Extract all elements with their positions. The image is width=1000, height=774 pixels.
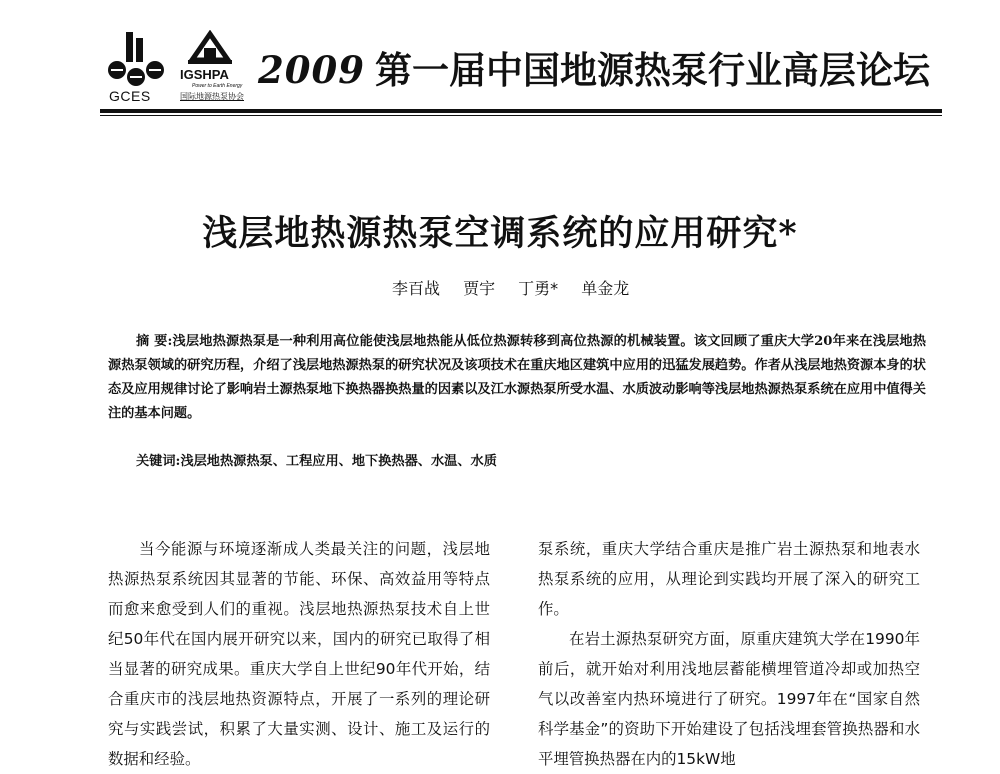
conference-name: 第一届中国地源热泵行业高层论坛 [374, 48, 930, 92]
gces-logo [105, 30, 167, 102]
body-paragraph: 泵系统，重庆大学结合重庆是推广岩土源热泵和地表水热泵系统的应用，从理论到实践均开展了深入的研究工作。 [538, 540, 920, 618]
body-column-left [108, 534, 490, 774]
abstract-text: 浅层地热源热泵是一种利用高位能使浅层地热能从低位热源转移到高位热源的机械装置。该文回顾了重庆大学20年来在浅层地热源热泵领域的研究历程，介绍了浅层地热源热泵的研究状况及该项技术在重庆地区建筑中应用的迅猛发展趋势。作者从浅层地热资源本身的状态及应用规律讨论了影响岩土源热泵地下换热器换热量的因素以及江水源热泵所受水温、水质波动影响等浅层地热源热泵系统在应用中值得关注的基本问题。 [108, 334, 926, 421]
page-header [0, 0, 1000, 120]
igshpa-logo [180, 30, 244, 102]
header-rule-thin [100, 115, 942, 116]
igshpa-logo-cn-name: 国际地源热泵协会 [180, 92, 244, 101]
abstract-label: 摘 要: [136, 334, 173, 349]
igshpa-logo-tagline: Power to Earth Energy [192, 83, 243, 89]
body-paragraph: 在岩土源热泵研究方面，原重庆建筑大学在1990年前后，就开始对利用浅地层蓄能横埋管道冷却或加热空气以改善室内热环境进行了研究。1997年在“国家自然科学基金”的资助下开始建设了包括浅埋套管换热器和水平埋管换热器在内的15kW地 [538, 630, 920, 768]
gces-logo-text: GCES [109, 88, 151, 104]
conference-title [258, 40, 930, 94]
body-column-right [538, 534, 920, 774]
body-paragraph: 当今能源与环境逐渐成人类最关注的问题，浅层地热源热泵系统因其显著的节能、环保、高效益用等特点而愈来愈受到人们的重视。浅层地热源热泵技术自上世纪50年代在国内展开研究以来，国内的研究已取得了相当显著的研究成果。重庆大学自上世纪90年代开始，结合重庆市的浅层地热资源特点，开展了一系列的理论研究与实践尝试，积累了大量实测、设计、施工及运行的数据和经验。 [108, 540, 490, 768]
conference-year: 2009 [258, 48, 365, 92]
keywords-label: 关键词: [136, 454, 181, 469]
paper-authors: 李百战 贾宇 丁勇* 单金龙 [392, 279, 630, 298]
keywords-text: 浅层地热源热泵、工程应用、地下换热器、水温、水质 [180, 454, 497, 469]
abstract [108, 330, 926, 426]
gces-logo-icon [105, 30, 167, 88]
keywords [136, 450, 497, 469]
header-rule-thick [100, 109, 942, 113]
paper-title: 浅层地热源热泵空调系统的应用研究* [202, 213, 798, 254]
igshpa-logo-icon [188, 30, 232, 64]
igshpa-logo-text: IGSHPA [180, 67, 229, 82]
